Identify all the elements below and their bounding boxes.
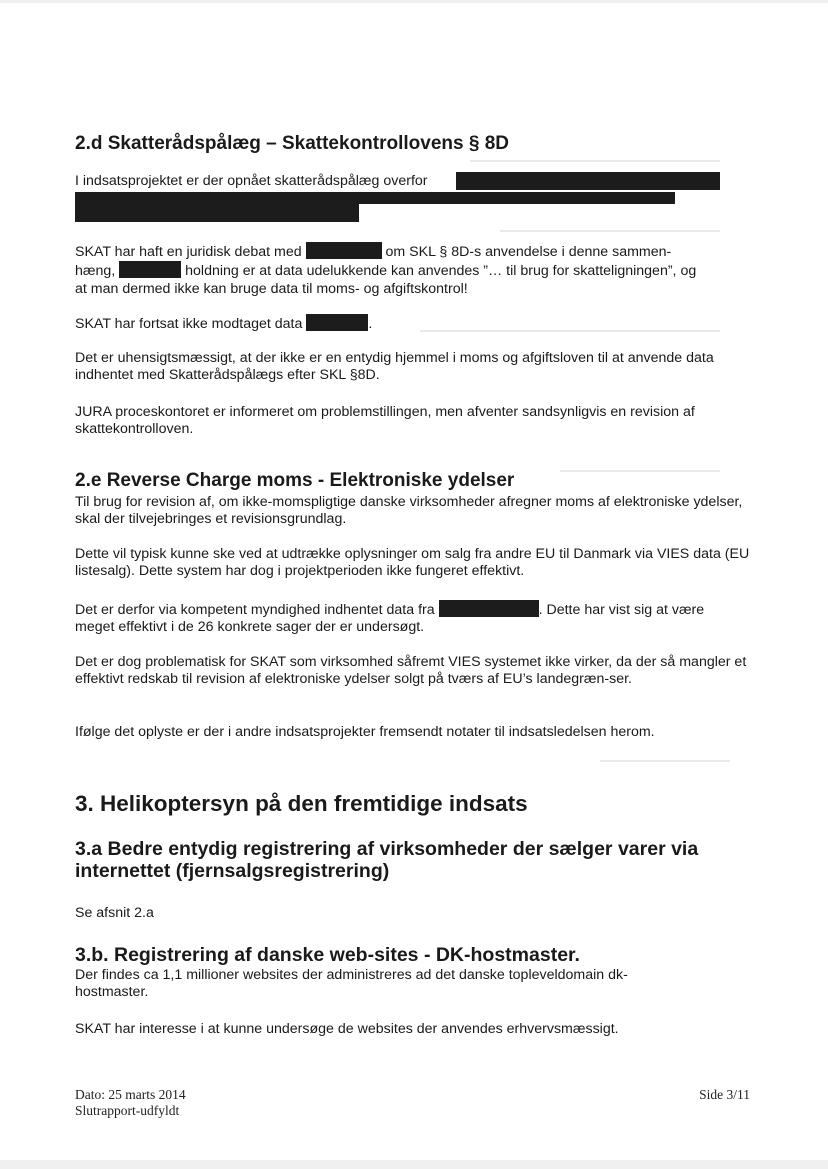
section-2d-heading: 2.d Skatterådspålæg – Skattekontrollovens § 8D <box>75 133 509 154</box>
section-2d-paragraph-1: SKAT har haft en juridisk debat med om SKL § 8D-s anvendelse i denne sammen- hæng, holdning er at data udelukkende kan anvendes ”… til brug for skatteligningen”, og at man dermed ikke kan bruge data til moms- og afgiftskontrol! <box>75 244 697 297</box>
bleed-through <box>470 160 720 162</box>
section-2e-paragraph-2: Dette vil typisk kunne ske ved at udtrække oplysninger om salg fra andre EU til Danmark via VIES data (EU listesalg). Dette system har dog i projektperioden ikke fungeret effektivt. <box>75 546 750 580</box>
section-3b-heading: 3.b. Registrering af danske web-sites - DK-hostmaster. <box>75 944 580 966</box>
section-3a-heading: 3.a Bedre entydig registrering af virksomheder der sælger varer via internettet (fjernsalgsregistrering) <box>75 838 699 882</box>
section-2e-paragraph-5: Ifølge det oplyste er der i andre indsatsprojekter fremsendt notater til indsatsledelsen herom. <box>75 724 655 740</box>
section-3b-paragraph-2: SKAT har interesse i at kunne undersøge de websites der anvendes erhvervsmæssigt. <box>75 1021 619 1037</box>
section-3b-paragraph-1: Der findes ca 1,1 millioner websites der administreres ad det danske topleveldomain dk-hostmaster. <box>75 967 628 1001</box>
section-2d-paragraph-4: JURA proceskontoret er informeret om problemstillingen, men afventer sandsynligvis en revision af skattekontrolloven. <box>75 404 695 438</box>
section-2e-paragraph-4: Det er dog problematisk for SKAT som virksomhed såfremt VIES systemet ikke virker, da der så mangler et effektivt redskab til revision af elektroniske ydelser solgt på tværs af EU’s landegræn-ser. <box>75 654 747 688</box>
footer-page-number: Side 3/11 <box>699 1087 750 1102</box>
footer-date: Dato: 25 marts 2014 <box>75 1087 186 1102</box>
bleed-through <box>500 230 720 232</box>
redaction-block <box>306 314 368 331</box>
section-2e-paragraph-3: Det er derfor via kompetent myndighed indhentet data fra . Dette har vist sig at være meget effektivt i de 26 konkrete sager der er undersøgt. <box>75 602 705 636</box>
section-2d-paragraph-2: SKAT har fortsat ikke modtaget data . <box>75 316 373 332</box>
section-2d-paragraph-3: Det er uhensigtsmæssigt, at der ikke er en entydig hjemmel i moms og afgiftsloven til at anvende data indhentet med Skatterådspålægs efter SKL §8D. <box>75 350 714 384</box>
bleed-through <box>600 760 730 762</box>
section-2e-heading: 2.e Reverse Charge moms - Elektroniske ydelser <box>75 470 515 491</box>
section-2e-paragraph-1: Til brug for revision af, om ikke-momspligtige danske virksomheder afregner moms af elektroniske ydelser, skal der tilvejebringes et revisionsgrundlag. <box>75 494 743 528</box>
redaction-block <box>306 242 382 259</box>
redaction-block <box>439 600 539 617</box>
bleed-through <box>560 470 720 472</box>
scan-top-edge <box>0 0 828 3</box>
section-3-heading: 3. Helikoptersyn på den fremtidige indsats <box>75 791 528 816</box>
redaction-block <box>456 172 720 190</box>
section-2d-intro: I indsatsprojektet er der opnået skatterådspålæg overfor <box>75 173 428 189</box>
redaction-block <box>119 261 181 278</box>
section-3a-text: Se afsnit 2.a <box>75 905 154 921</box>
redaction-block <box>75 204 359 222</box>
scan-bottom-edge <box>0 1160 828 1169</box>
redaction-block <box>75 192 675 204</box>
footer-document-name: Slutrapport-udfyldt <box>75 1103 180 1118</box>
